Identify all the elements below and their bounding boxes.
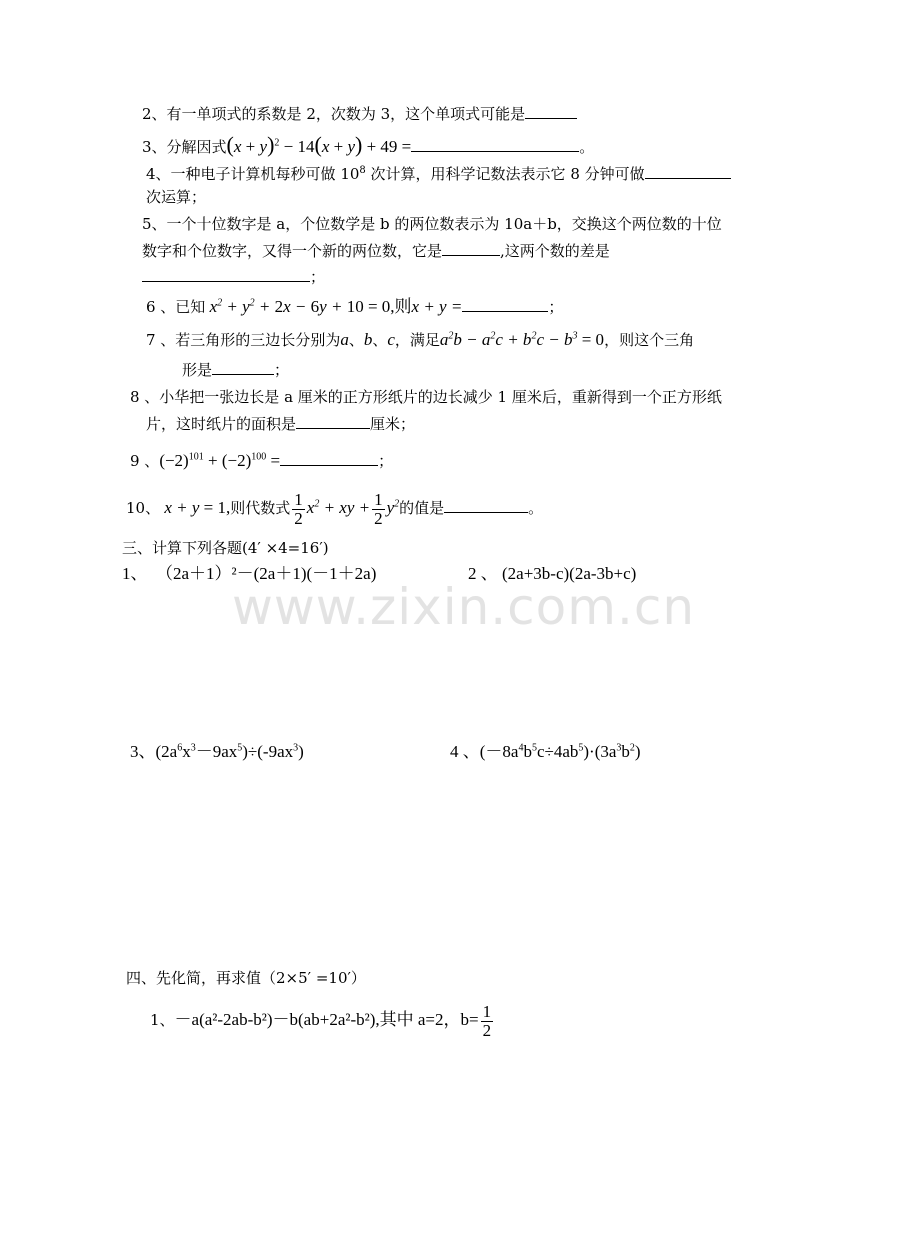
question-8-line-1 (130, 387, 722, 407)
question-7-text-e: ； (274, 361, 290, 379)
answer-blank[interactable] (280, 450, 378, 466)
calc-problem-2 (468, 564, 636, 584)
question-8-line-2 (146, 413, 415, 434)
question-4-text-b: 次计算，用科学记数法表示它 8 分钟可做 (365, 165, 645, 183)
question-3-formula: $(x + y)^2 - 14(x + y) + 49$ = (226, 132, 412, 157)
calc-1-expression: （2a＋1）²－(2a＋1)(－1＋2a) (156, 564, 377, 583)
section-4-heading (126, 968, 366, 988)
question-10-prefix: 10、 (126, 499, 161, 517)
question-4-exponent: 8 (359, 165, 366, 176)
question-10-suffix: 的值是 (399, 499, 445, 517)
question-7-text-b: ，满足 (394, 331, 440, 349)
calc-2-number: 2 、 (468, 564, 498, 583)
answer-blank[interactable] (142, 266, 310, 282)
calc-1-number: 1、 (122, 564, 148, 583)
question-6-prefix: 6 、已知 (146, 298, 206, 316)
question-7-line-2 (182, 359, 289, 380)
calc-problem-1 (122, 564, 376, 584)
question-2-text: 2、有一单项式的系数是 2，次数为 3，这个单项式可能是 (142, 105, 526, 123)
question-9-suffix: ； (378, 452, 394, 470)
section-3-heading (122, 538, 329, 558)
calc-problem-3: 3、$(2a^6x^3-9ax^5)\div(-9ax^3)$ (130, 742, 304, 761)
question-5-line-3 (142, 266, 325, 287)
answer-blank[interactable] (525, 103, 577, 119)
question-4-text-a: 4、一种电子计算机每秒可做 10 (146, 165, 360, 183)
question-3 (142, 132, 594, 160)
question-7-formula: $a^2b - a^2c + b^2c - b^3 = 0$ (439, 330, 605, 349)
question-9-prefix: 9 、 (130, 452, 160, 470)
question-7-text-c: ，则这个三角 (604, 331, 695, 349)
calc-3-number: 3、 (130, 742, 156, 761)
question-10-end: 。 (528, 499, 544, 517)
fraction-half: $\frac{1}{2}$ (294, 489, 303, 528)
question-5-line-1 (142, 214, 722, 234)
question-4-line-2 (146, 187, 206, 207)
eval-1-number: 1、 (150, 1011, 175, 1029)
question-2 (142, 103, 577, 124)
question-5-text-d: ； (310, 268, 326, 286)
calc-problem-4: 4 、$(-8a^4b^5c\div 4ab^5)\cdot(3a^3b^2)$ (450, 742, 641, 761)
question-4-text-c: 次运算； (146, 188, 207, 206)
question-7-text-a: 7 、若三角形的三边长分别为 (146, 331, 341, 349)
answer-blank[interactable] (212, 359, 274, 375)
calc-4-number: 4 、 (450, 742, 480, 761)
question-4-line-1 (146, 163, 731, 184)
answer-blank[interactable] (444, 497, 528, 513)
answer-blank[interactable] (645, 163, 731, 179)
question-7-text-d: 形是 (182, 361, 213, 379)
question-10-mid: 则代数式 (230, 499, 291, 517)
question-7-line-1: 7 、若三角形的三边长分别为a、b、c，满足$a^2b - a^2c + b^2c - b^3 = 0$，则这个三角 (146, 330, 695, 349)
fraction-half: $\frac{1}{2}$ (374, 489, 383, 528)
question-9 (130, 450, 393, 471)
calc-2-expression: (2a+3b-c)(2a-3b+c) (502, 564, 637, 583)
eval-problem-1 (150, 1000, 495, 1040)
question-6-suffix: ； (548, 298, 564, 316)
question-8-text-a: 8 、小华把一张边长是 a 厘米的正方形纸片的边长减少 1 厘米后，重新得到一个正方形纸 (130, 388, 722, 406)
question-10: 10、 x + y = 1,则代数式 $\frac{1}{2}$ $x^2$ + xy + $\frac{1}{2}$ $y^2$的值是 。 (126, 489, 544, 528)
question-5-text-c: ,这两个数的差是 (500, 242, 610, 260)
question-8-text-b: 片，这时纸片的面积是 (146, 415, 297, 433)
question-3-suffix: 。 (579, 138, 595, 156)
question-8-text-c: 厘米； (370, 415, 416, 433)
watermark: www.zixin.com.cn (232, 578, 696, 636)
section-3-title: 三、计算下列各题(4′ ×4=16′) (122, 539, 329, 557)
answer-blank[interactable] (462, 296, 548, 312)
question-6-formula: $x^2 + y^2 + 2x - 6y + 10 = 0$,则x + y = (205, 297, 463, 316)
answer-blank[interactable] (442, 240, 500, 256)
question-7-sides: a (340, 330, 349, 349)
question-9-formula: $(-2)^{101} + (-2)^{100}$ = (159, 451, 281, 470)
question-5-line-2 (142, 240, 610, 261)
section-4-title: 四、先化简，再求值（2×5′ =10′） (126, 969, 366, 987)
question-6 (146, 296, 563, 317)
question-5-text-a: 5、一个十位数字是 a，个位数学是 b 的两位数表示为 10a＋b，交换这个两位数的十位 (142, 215, 722, 233)
eval-1-expression: －a(a²-2ab-b²)－b(ab+2a²-b²),其中 a=2，b= (174, 1010, 479, 1029)
question-10-condition: x + y = 1, (160, 498, 231, 517)
question-3-prefix: 3、分解因式 (142, 138, 227, 156)
answer-blank[interactable] (296, 413, 370, 429)
fraction-half: $\frac{1}{2}$ (482, 1001, 492, 1040)
answer-blank[interactable] (411, 136, 579, 152)
question-5-text-b: 数字和个位数字，又得一个新的两位数，它是 (142, 242, 443, 260)
